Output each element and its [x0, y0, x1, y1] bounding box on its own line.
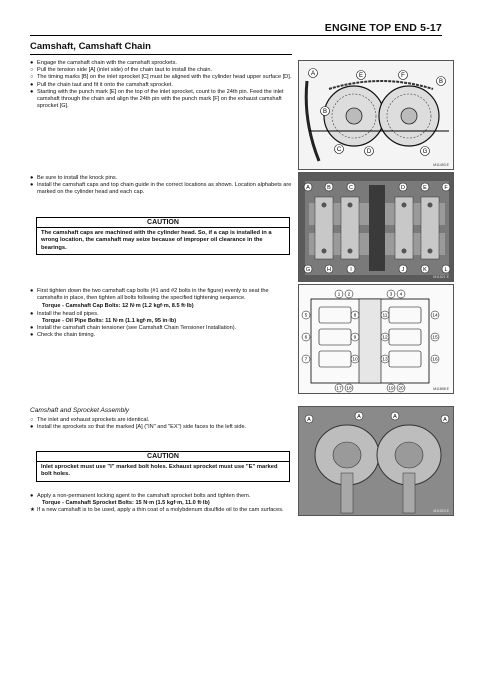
subsection-title: Camshaft and Sprocket Assembly: [30, 407, 130, 414]
label-a: A: [307, 417, 311, 423]
section-title: Camshaft, Camshaft Chain: [30, 41, 151, 52]
camshaft-photo: [299, 407, 454, 516]
figure-camshaft-sprocket-photo: [298, 406, 454, 516]
procedure-block-3: [30, 288, 292, 339]
step: ● Engage the camshaft chain with the camshaft sprockets.: [30, 60, 177, 66]
caps-photo: [299, 173, 454, 282]
label-c: C: [349, 185, 353, 191]
label-h: H: [327, 267, 331, 273]
caution-title: CAUTION: [37, 452, 289, 462]
bolt-number: 8: [353, 313, 357, 319]
bolt-number: 15: [432, 335, 438, 341]
figure-code: M11523 E: [433, 509, 449, 513]
step: ● Install the camshaft chain tensioner (see Camshaft Chain Tensioner Installation).: [30, 325, 237, 332]
caution-title: CAUTION: [37, 218, 289, 228]
bolt-number: 10: [352, 357, 358, 363]
step: ● Be sure to install the knock pins.: [30, 175, 118, 181]
bolt-number: 3: [389, 292, 393, 298]
label-b: B: [322, 109, 328, 116]
tightening-diagram: [299, 285, 454, 394]
label-k: K: [423, 267, 427, 273]
label-a: A: [357, 414, 361, 420]
procedure-block-1: [30, 60, 292, 110]
torque-spec: Torque - Oil Pipe Bolts: 11 N·m (1.1 kgf·m, 95 in·lb): [42, 317, 177, 324]
label-a: A: [393, 414, 397, 420]
procedure-block-4: [30, 417, 292, 431]
bolt-number: 12: [382, 335, 388, 341]
label-e: E: [423, 185, 427, 191]
step: ● Install the camshaft caps and top chain guide in the correct locations as shown. Location alphabets are marked on the cylinder head and each cap.: [30, 182, 292, 196]
step: ○ The inlet and exhaust sprockets are identical.: [30, 417, 150, 423]
step: ● Check the chain timing.: [30, 332, 96, 339]
label-c: C: [336, 147, 342, 154]
step: ● Starting with the punch mark [E] on the top of the inlet sprocket, count to the 24th pin. Feed the inlet camshaft through the chain and align the 24th pin with the punch mark [F] on the exhaust camshaft sprocket [G].: [30, 88, 284, 110]
label-a: A: [443, 417, 447, 423]
figure-code: M11493 E: [433, 163, 449, 167]
caution-body: The camshaft caps are machined with the cylinder head. So, if a cap is installed in a wrong location, the camshaft may seize because of improper oil clearance in the bearings.: [41, 230, 272, 251]
label-f: F: [401, 73, 405, 80]
torque-spec: Torque - Camshaft Cap Bolts: 12 N·m (1.2 kgf·m, 8.5 ft·lb): [42, 303, 194, 310]
bolt-number: 14: [432, 313, 438, 319]
section-rule: [30, 54, 292, 55]
step: ● Pull the chain taut and fit it onto the camshaft sprocket.: [30, 81, 173, 88]
label-g: G: [422, 149, 428, 156]
label-g: G: [305, 267, 311, 273]
bolt-number: 17: [336, 386, 342, 392]
step: ★ If a new camshaft is to be used, apply a thin coat of a molybdenum disulfide oil to the cam surfaces.: [30, 507, 284, 514]
figure-code: M11521 E: [433, 275, 449, 279]
step: ● Apply a non-permanent locking agent to the camshaft sprocket bolts and tighten them.: [30, 493, 251, 499]
bolt-number: 11: [382, 313, 388, 319]
label-i: I: [350, 267, 352, 273]
label-b: B: [327, 185, 331, 191]
bolt-number: 19: [388, 386, 394, 392]
procedure-block-5: [30, 493, 292, 515]
bolt-number: 13: [382, 357, 388, 363]
step: ● Install the head oil pipes.: [30, 310, 99, 317]
figure-camshaft-caps-photo: [298, 172, 454, 282]
procedure-block-2: [30, 175, 292, 197]
label-b: B: [438, 79, 444, 86]
label-l: L: [444, 267, 448, 273]
bolt-number: 7: [304, 357, 308, 363]
label-e: E: [358, 73, 364, 80]
bolt-number: 4: [399, 292, 403, 298]
bolt-number: 2: [347, 292, 351, 298]
bolt-number: 18: [346, 386, 352, 392]
label-j: J: [401, 267, 405, 273]
header-rule: [30, 35, 442, 36]
bolt-number: 9: [353, 335, 357, 341]
label-f: F: [444, 185, 448, 191]
label-d: D: [401, 185, 405, 191]
step: ○ Pull the tension side [A] (inlet side) of the chain taut to install the chain.: [30, 67, 213, 74]
sprocket-diagram: [299, 61, 454, 170]
bolt-number: 5: [304, 313, 308, 319]
caution-box-caps: [36, 217, 290, 255]
step: ○ The timing marks [B] on the inlet sprocket [C] must be aligned with the cylinder head upper surface [D].: [30, 74, 292, 81]
step: ● Install the sprockets so that the marked [A] ("IN" and "EX") side faces to the left side.: [30, 424, 247, 431]
label-a: A: [310, 71, 316, 78]
bolt-number: 6: [304, 335, 308, 341]
figure-camshaft-sprockets: [298, 60, 454, 170]
label-d: D: [366, 149, 372, 156]
caution-box-sprockets: [36, 451, 290, 482]
label-a: A: [306, 185, 310, 191]
page-header: ENGINE TOP END 5-17: [324, 22, 442, 34]
torque-spec: Torque - Camshaft Sprocket Bolts: 15 N·m (1.5 kgf·m, 11.0 ft·lb): [42, 500, 210, 507]
bolt-number: 16: [432, 357, 438, 363]
figure-tightening-sequence: [298, 284, 454, 394]
caution-body: Inlet sprocket must use "I" marked bolt holes. Exhaust sprocket must use "E" marked bolt holes.: [41, 464, 278, 478]
bolt-number: 1: [337, 292, 341, 298]
bolt-number: 20: [398, 386, 404, 392]
figure-code: M11898 E: [433, 387, 449, 391]
step: ● First tighten down the two camshaft cap bolts (#1 and #2 bolts in the figure) evenly to seat the camshafts in place, then tighten all bolts following the specified tightening sequence.: [30, 288, 269, 302]
